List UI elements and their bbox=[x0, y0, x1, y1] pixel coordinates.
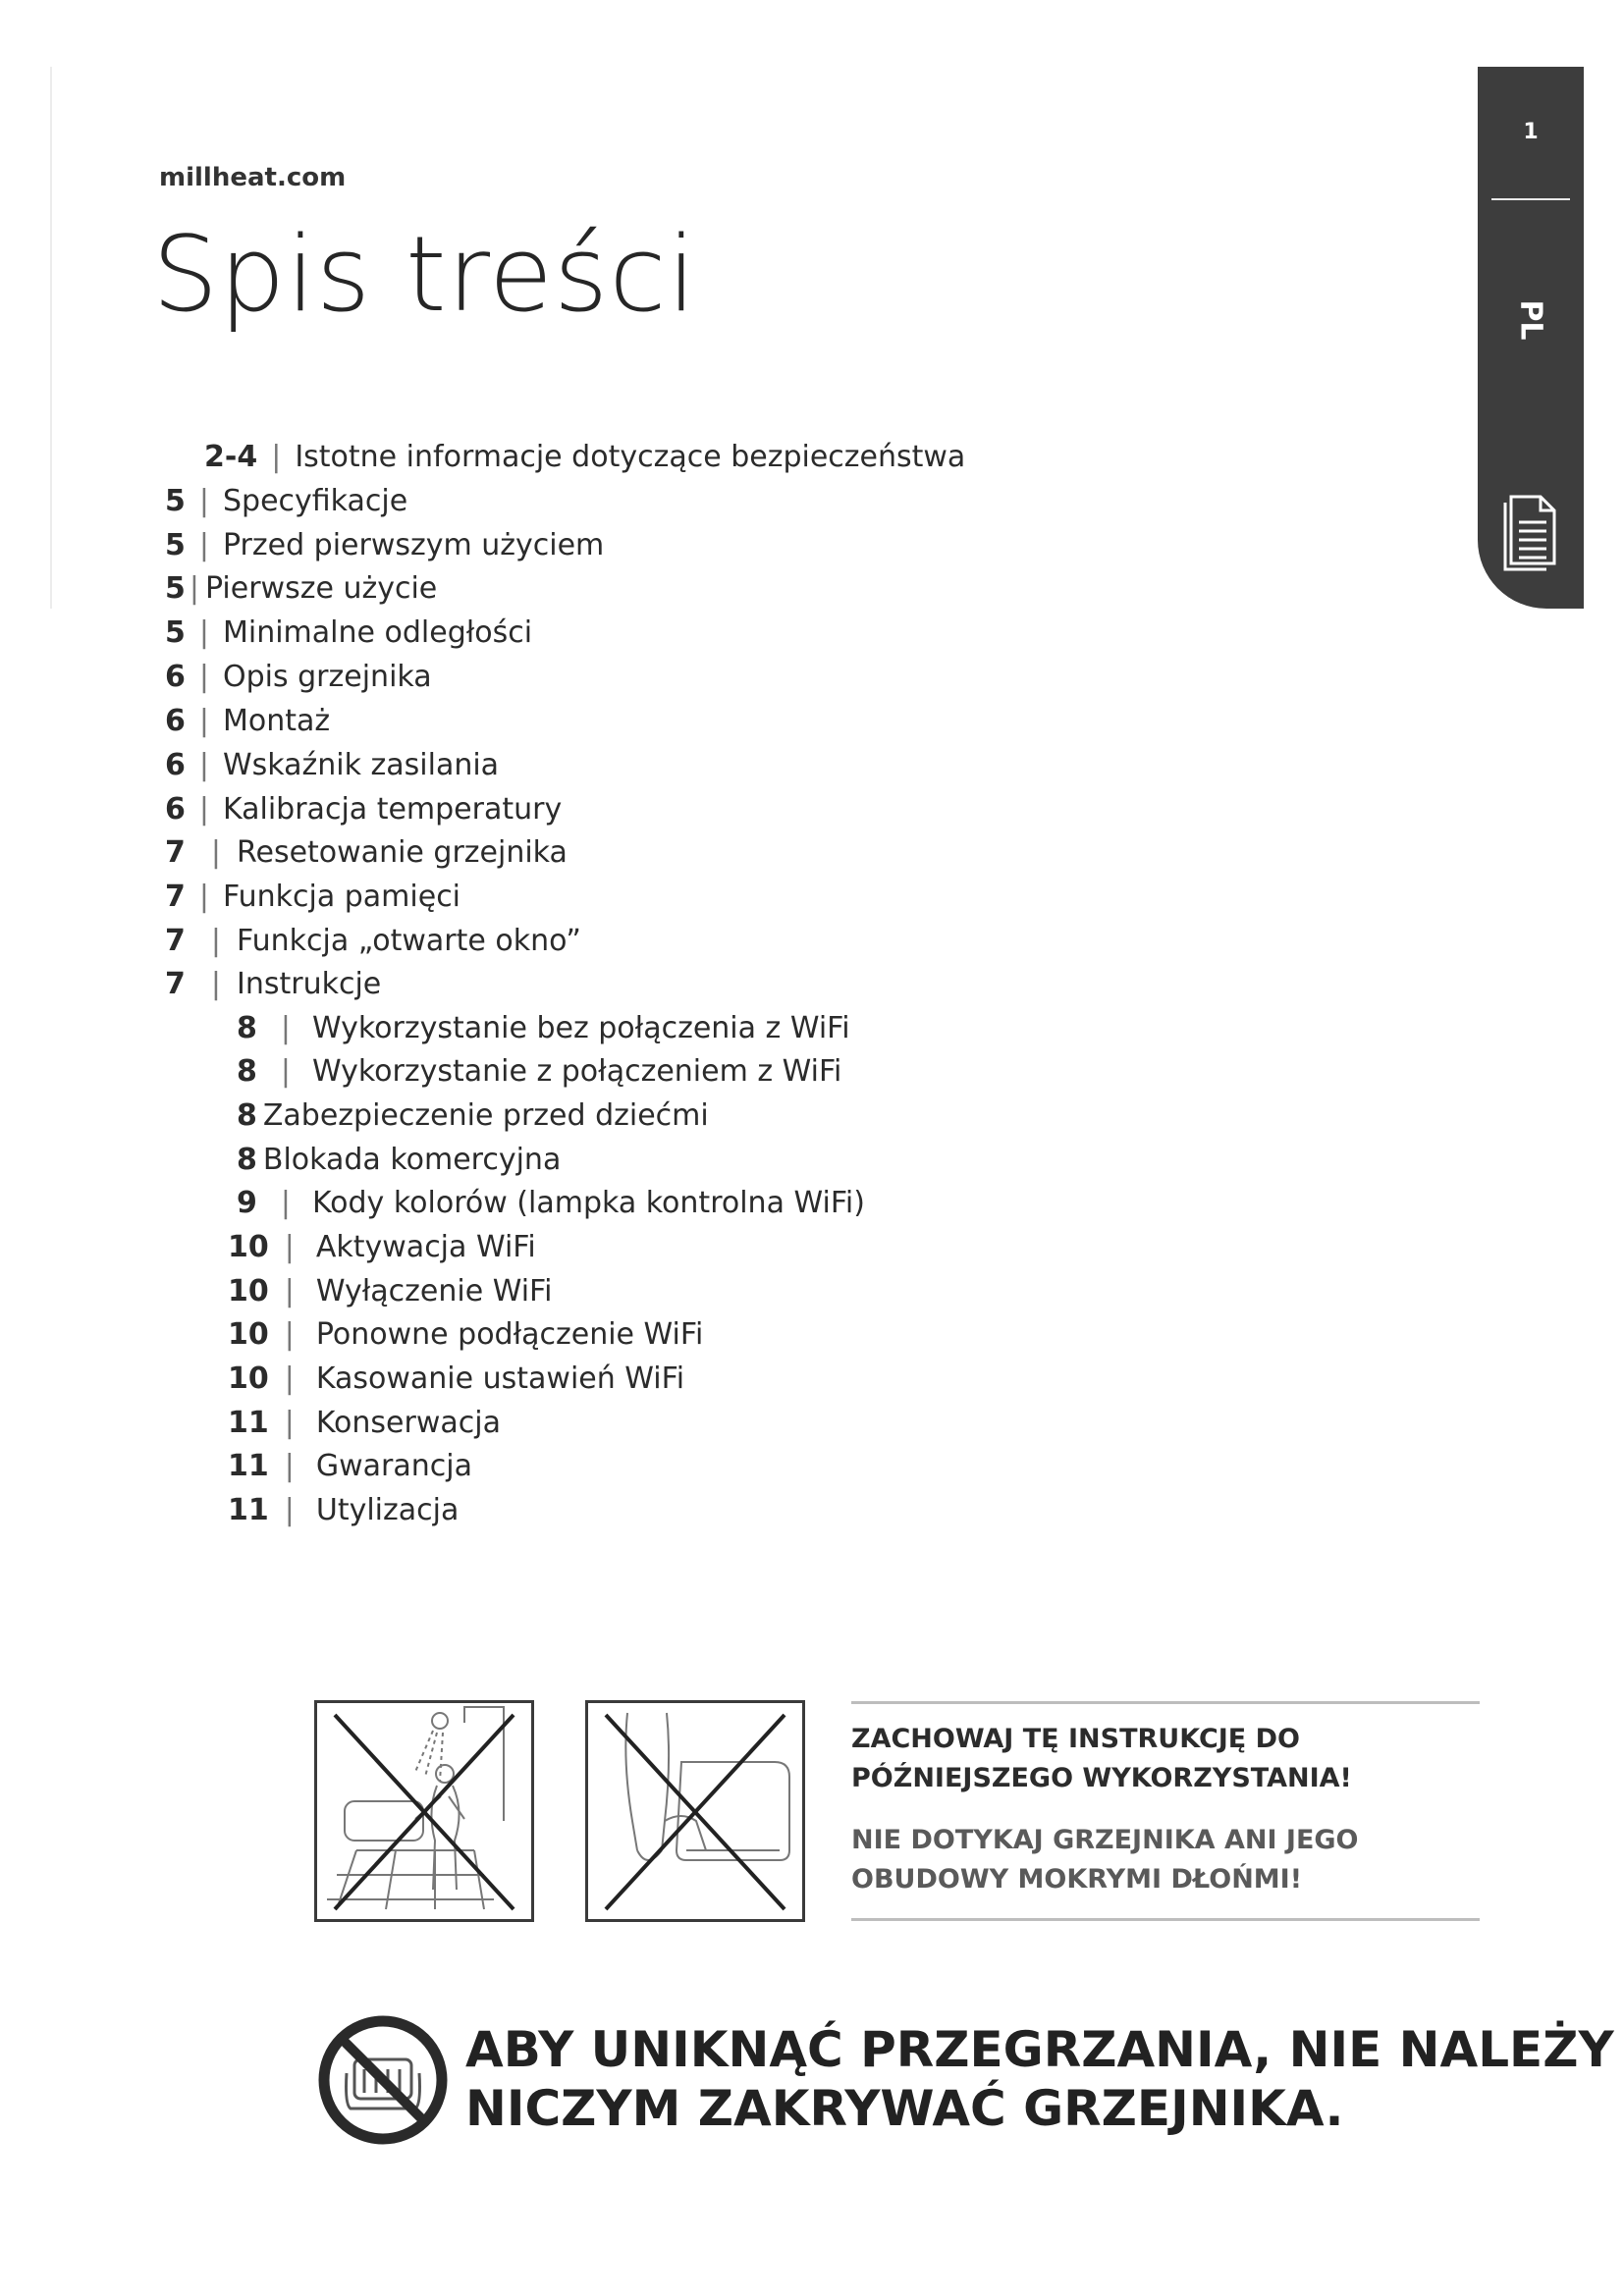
tab-divider bbox=[1491, 198, 1570, 200]
toc-item[interactable]: 2-4 | Istotne informacje dotyczące bezpieczeństwa bbox=[204, 440, 966, 474]
warning-rule-top bbox=[851, 1701, 1480, 1704]
toc-item[interactable]: 10 | Wyłączenie WiFi bbox=[228, 1274, 553, 1308]
toc-item[interactable]: 5 | Specyfikacje bbox=[165, 484, 408, 518]
page-number: 1 bbox=[1523, 120, 1539, 144]
toc-item[interactable]: 8 Blokada komercyjna bbox=[237, 1143, 562, 1177]
toc-item[interactable]: 8 | Wykorzystanie z połączeniem z WiFi bbox=[237, 1054, 842, 1089]
toc-item[interactable]: 8 Zabezpieczenie przed dziećmi bbox=[237, 1098, 709, 1133]
toc-item[interactable]: 9 | Kody kolorów (lampka kontrolna WiFi) bbox=[237, 1186, 865, 1220]
toc-item[interactable]: 8 | Wykorzystanie bez połączenia z WiFi bbox=[237, 1011, 850, 1045]
overheating-warning: ABY UNIKNĄĆ PRZEGRZANIA, NIE NALEŻY NICZYM ZAKRYWAĆ GRZEJNIKA. bbox=[465, 2021, 1614, 2137]
page-title: Spis treści bbox=[152, 214, 697, 335]
toc-item[interactable]: 7 | Funkcja „otwarte okno” bbox=[165, 924, 581, 958]
toc-item[interactable]: 6 | Opis grzejnika bbox=[165, 660, 432, 694]
toc-item[interactable]: 11 | Konserwacja bbox=[228, 1406, 501, 1440]
no-shower-pictogram bbox=[314, 1700, 534, 1922]
toc-item[interactable]: 6 | Montaż bbox=[165, 704, 331, 738]
toc-item[interactable]: 10 | Kasowanie ustawień WiFi bbox=[228, 1362, 685, 1396]
toc-item[interactable]: 7 | Instrukcje bbox=[165, 967, 382, 1001]
toc-item[interactable]: 6 | Wskaźnik zasilania bbox=[165, 748, 500, 782]
toc-item[interactable]: 5 | Minimalne odległości bbox=[165, 615, 533, 650]
document-icon bbox=[1497, 491, 1562, 577]
keep-instructions-warning: ZACHOWAJ TĘ INSTRUKCJĘ DO PÓŹNIEJSZEGO WYKORZYSTANIA! bbox=[851, 1724, 1352, 1793]
wet-hands-warning: NIE DOTYKAJ GRZEJNIKA ANI JEGO OBUDOWY MOKRYMI DŁOŃMI! bbox=[851, 1825, 1359, 1895]
warning-rule-bottom bbox=[851, 1918, 1480, 1921]
margin-line bbox=[50, 67, 52, 609]
no-wet-hands-pictogram bbox=[585, 1700, 805, 1922]
toc-item[interactable]: 10 | Aktywacja WiFi bbox=[228, 1230, 536, 1264]
sidebar-tab bbox=[1478, 67, 1584, 609]
toc-item[interactable]: 11 | Gwarancja bbox=[228, 1449, 472, 1483]
no-covering-icon bbox=[317, 2014, 449, 2150]
toc-item[interactable]: 7 | Funkcja pamięci bbox=[165, 880, 461, 914]
toc-item[interactable]: 7 | Resetowanie grzejnika bbox=[165, 835, 568, 870]
toc-item[interactable]: 10 | Ponowne podłączenie WiFi bbox=[228, 1317, 704, 1352]
toc-item[interactable]: 6 | Kalibracja temperatury bbox=[165, 792, 563, 827]
toc-item[interactable]: 5 | Przed pierwszym użyciem bbox=[165, 528, 605, 562]
toc-item[interactable]: 11 | Utylizacja bbox=[228, 1493, 460, 1527]
language-label: PL bbox=[1513, 299, 1548, 341]
site-url: millheat.com bbox=[159, 163, 347, 192]
toc-item[interactable]: 5 | Pierwsze użycie bbox=[165, 571, 438, 606]
